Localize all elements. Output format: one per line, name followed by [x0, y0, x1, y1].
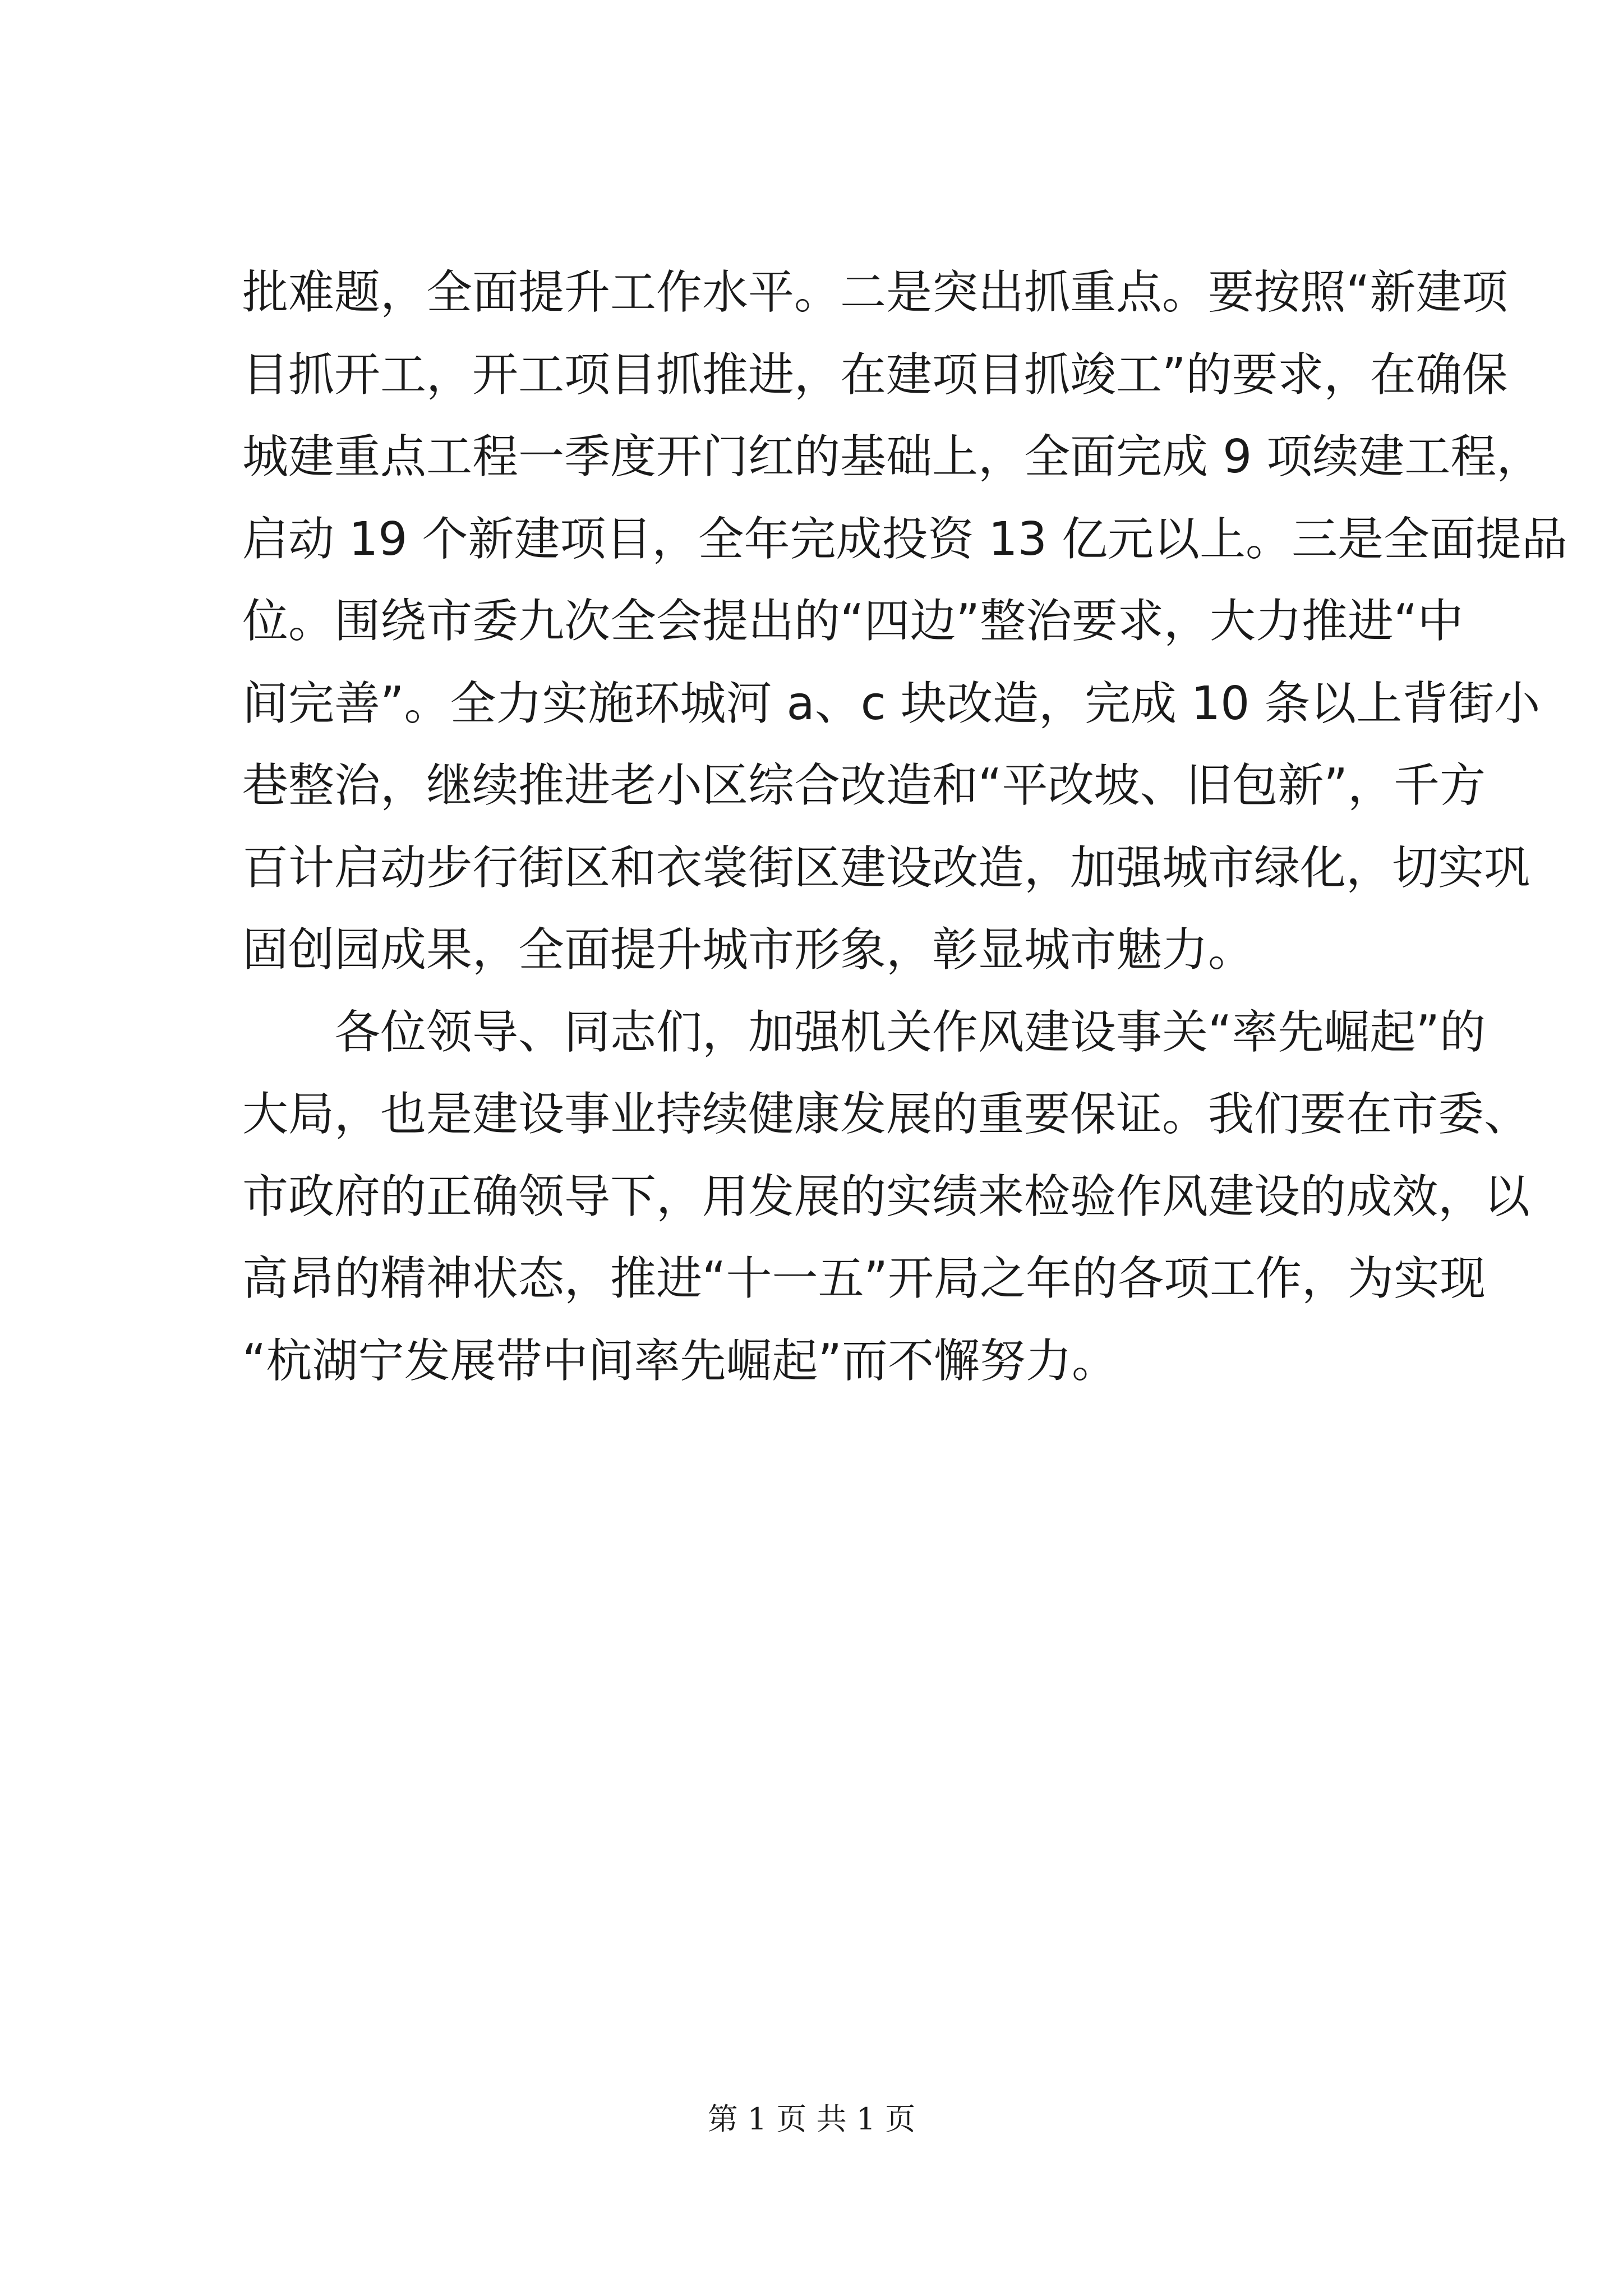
text-line: 目抓开工，开工项目抓推进，在建项目抓竣工”的要求，在确保: [242, 348, 1508, 402]
text-line: 位。围绕市委九次全会提出的“四边”整治要求，大力推进“中: [242, 595, 1464, 648]
text-line: 大局，也是建设事业持续健康发展的重要保证。我们要在市委、: [242, 1088, 1530, 1141]
text-line: 城建重点工程一季度开门红的基础上，全面完成 9 项续建工程，: [242, 430, 1543, 484]
text-line: 百计启动步行街区和衣裳街区建设改造，加强城市绿化，切实巩: [242, 841, 1530, 895]
text-line: 各位领导、同志们，加强机关作风建设事关“率先崛起”的: [334, 1005, 1486, 1059]
text-line: “杭湖宁发展带中间率先崛起”而不懈努力。: [242, 1334, 1118, 1388]
text-line: 高昂的精神状态，推进“十一五”开局之年的各项工作，为实现: [242, 1252, 1486, 1305]
text-line: 巷整治，继续推进老小区综合改造和“平改坡、旧包新”，千方: [242, 759, 1486, 812]
text-line: 市政府的正确领导下，用发展的实绩来检验作风建设的成效，以: [242, 1170, 1530, 1223]
page-footer: [0, 2095, 1623, 2138]
text-line: 固创园成果，全面提升城市形象，彰显城市魅力。: [242, 923, 1255, 977]
paragraph-2: [242, 992, 1530, 1403]
text-line: 间完善”。全力实施环城河 a、c 块改造，完成 10 条以上背街小: [242, 677, 1541, 730]
paragraph-1: [242, 252, 1567, 992]
text-line: 启动 19 个新建项目，全年完成投资 13 亿元以上。三是全面提品: [242, 512, 1567, 566]
document-body: [242, 252, 1567, 1402]
text-line: 批难题，全面提升工作水平。二是突出抓重点。要按照“新建项: [242, 266, 1508, 319]
page-number: 第 1 页 共 1 页: [707, 2101, 916, 2137]
